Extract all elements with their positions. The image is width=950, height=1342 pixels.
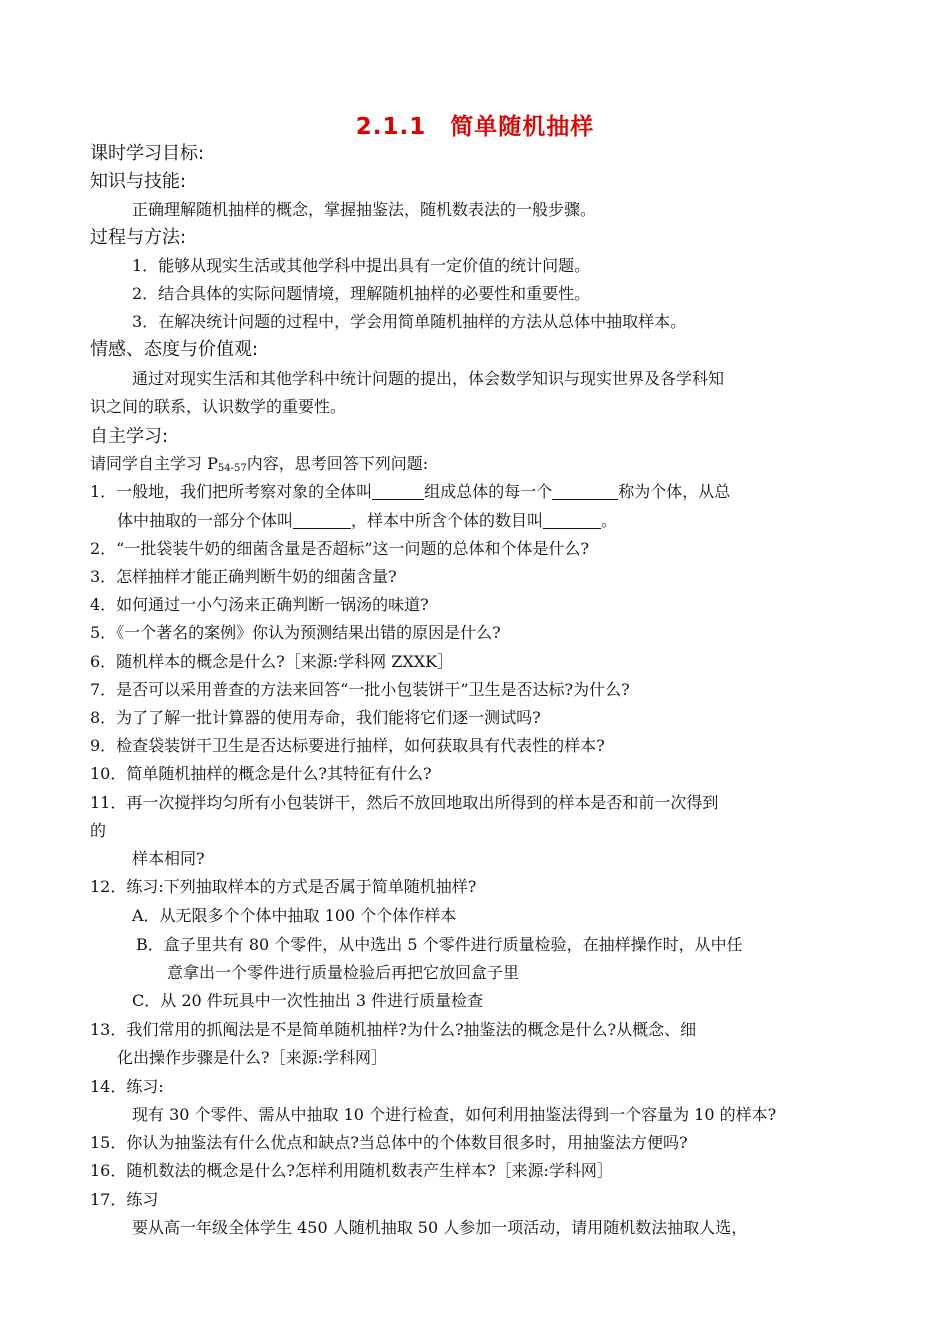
question-13-line-1: 13．我们常用的抓阄法是不是简单随机抽样?为什么?抽鉴法的概念是什么?从概念、细 <box>90 1020 697 1039</box>
question-12: 12．练习:下列抽取样本的方式是否属于简单随机抽样? <box>90 877 477 896</box>
page-title: 2.1.1 简单随机抽样 <box>355 114 595 140</box>
emotion-text-line-1: 通过对现实生活和其他学科中统计问题的提出，体会数学知识与现实世界及各学科知 <box>132 369 725 388</box>
emotion-text-line-2: 识之间的联系，认识数学的重要性。 <box>90 397 347 416</box>
question-3: 3．怎样抽样才能正确判断牛奶的细菌含量? <box>90 567 397 586</box>
process-item-2: 2．结合具体的实际问题情境，理解随机抽样的必要性和重要性。 <box>132 284 591 303</box>
question-15: 15．你认为抽鉴法有什么优点和缺点?当总体中的个体数目很多时，用抽鉴法方便吗? <box>90 1133 688 1152</box>
question-7: 7．是否可以采用普查的方法来回答“一批小包装饼干”卫生是否达标?为什么? <box>90 680 630 699</box>
self-study-intro <box>90 453 428 480</box>
knowledge-heading: 知识与技能: <box>90 171 187 192</box>
question-14: 14．练习: <box>90 1077 164 1096</box>
question-1-line-1 <box>90 481 730 503</box>
q1-text-a: 1．一般地，我们把所考察对象的全体叫 <box>90 482 373 501</box>
q1-text-b: 组成总体的每一个 <box>424 482 553 501</box>
question-4: 4．如何通过一小勺汤来正确判断一锅汤的味道? <box>90 595 429 614</box>
question-11-line-2: 的 <box>90 821 107 840</box>
q1-text-f: 。 <box>601 511 618 530</box>
process-item-1: 1．能够从现实生活或其他学科中提出具有一定价值的统计问题。 <box>132 256 591 275</box>
question-6: 6．随机样本的概念是什么?［来源:学科网 ZXXK］ <box>90 652 454 671</box>
q1-text-d: 体中抽取的一部分个体叫 <box>117 511 294 530</box>
question-2: 2．“一批袋装牛奶的细菌含量是否超标”这一问题的总体和个体是什么? <box>90 539 590 558</box>
question-10: 10．简单随机抽样的概念是什么?其特征有什么? <box>90 764 432 783</box>
question-9: 9．检查袋装饼干卫生是否达标要进行抽样，如何获取具有代表性的样本? <box>90 736 605 755</box>
emotion-heading: 情感、态度与价值观: <box>90 339 259 360</box>
intro-text-end: 内容，思考回答下列问题: <box>246 454 429 473</box>
question-13-line-2: 化出操作步骤是什么?［来源:学科网］ <box>117 1048 387 1067</box>
question-11-line-3: 样本相同? <box>132 849 205 868</box>
process-item-3: 3．在解决统计问题的过程中，学会用简单随机抽样的方法从总体中抽取样本。 <box>132 312 687 331</box>
fill-blank <box>543 512 601 529</box>
fill-blank <box>372 483 424 500</box>
self-study-heading: 自主学习: <box>90 426 169 447</box>
objectives-heading: 课时学习目标: <box>90 143 205 164</box>
question-11-line-1: 11．再一次搅拌均匀所有小包装饼干，然后不放回地取出所得到的样本是否和前一次得到 <box>90 793 719 812</box>
question-17: 17．练习 <box>90 1190 159 1209</box>
q1-text-e: ，样本中所含个体的数目叫 <box>351 511 544 530</box>
question-5: 5．《一个著名的案例》你认为预测结果出错的原因是什么? <box>90 623 501 642</box>
question-8: 8．为了了解一批计算器的使用寿命，我们能将它们逐一测试吗? <box>90 708 541 727</box>
intro-text: 请同学自主学习 P <box>90 454 218 473</box>
knowledge-text: 正确理解随机抽样的概念，掌握抽鉴法，随机数表法的一般步骤。 <box>132 200 597 219</box>
question-16: 16．随机数法的概念是什么?怎样利用随机数表产生样本?［来源:学科网］ <box>90 1161 613 1180</box>
question-12-option-b-line-2: 意拿出一个零件进行质量检验后再把它放回盒子里 <box>167 963 520 982</box>
question-17-text: 要从高一年级全体学生 450 人随机抽取 50 人参加一项活动，请用随机数法抽取人选， <box>132 1218 748 1237</box>
question-12-option-a: A．从无限多个个体中抽取 100 个个体作样本 <box>132 906 457 925</box>
page-range: 54-57 <box>217 463 247 474</box>
question-1-line-2 <box>117 510 617 532</box>
question-12-option-c: C．从 20 件玩具中一次性抽出 3 件进行质量检查 <box>132 991 484 1010</box>
question-14-text: 现有 30 个零件、需从中抽取 10 个进行检查，如何利用抽鉴法得到一个容量为 10 的样本? <box>132 1105 777 1124</box>
question-12-option-b-line-1: B．盒子里共有 80 个零件，从中选出 5 个零件进行质量检验，在抽样操作时，从中任 <box>136 935 743 954</box>
fill-blank <box>293 512 351 529</box>
q1-text-c: 称为个体，从总 <box>618 482 731 501</box>
process-heading: 过程与方法: <box>90 227 187 248</box>
fill-blank <box>552 483 618 500</box>
